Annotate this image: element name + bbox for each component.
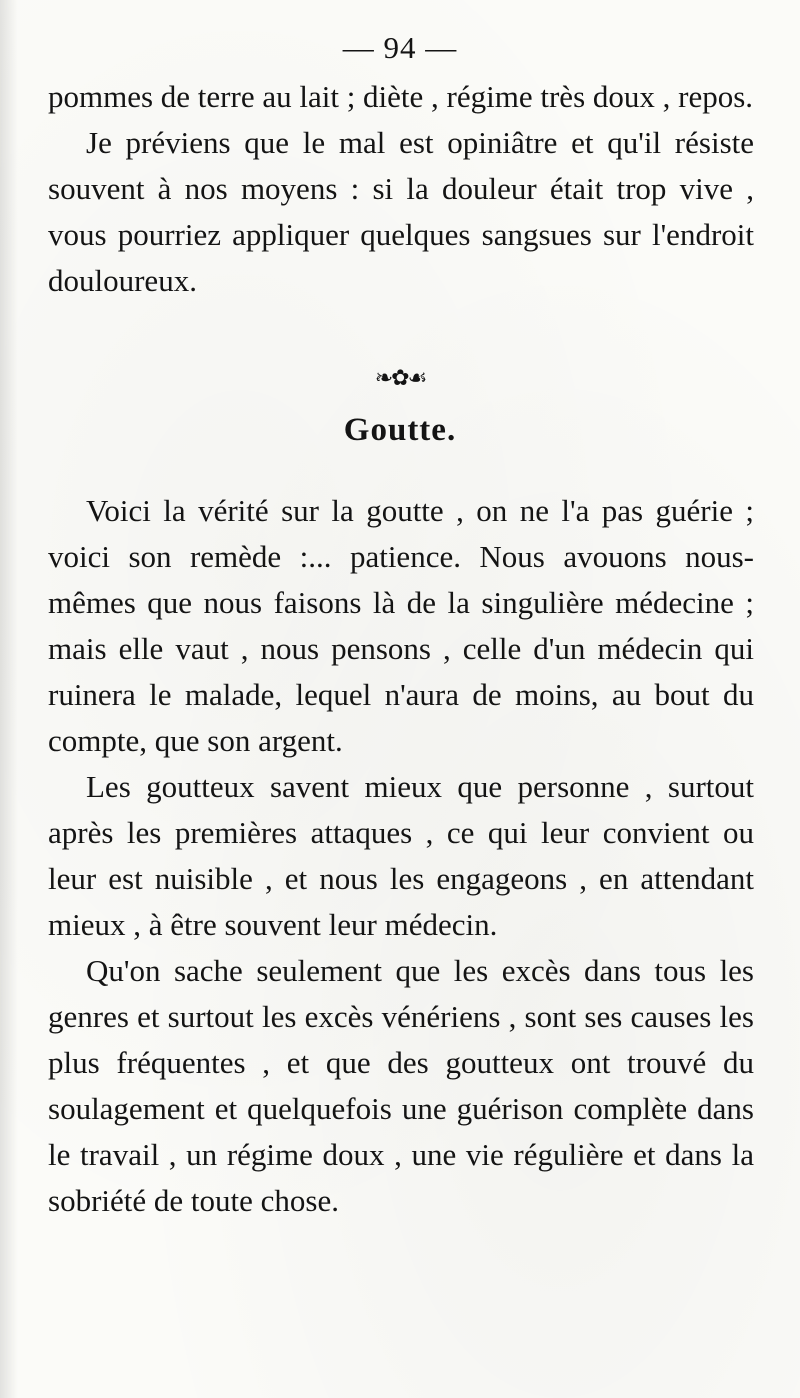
page-number: — 94 — <box>342 30 458 65</box>
section-title: Goutte. <box>343 412 457 448</box>
paragraph-warning: Je préviens que le mal est opiniâtre et qu'il résiste souvent à nos moyens : si la douleur était trop vive , vous pourriez appliquer quelques sangsues sur l'endroit douloureux. <box>48 125 754 298</box>
goutte-text-block <box>48 488 754 1224</box>
top-text-block <box>48 74 754 304</box>
ornament-divider: ❧✿☙ <box>374 366 426 391</box>
paragraph-goutteux: Les goutteux savent mieux que personne , surtout après les premières attaques , ce qui leur convient ou leur est nuisible , et nous les engageons , en attendant mieux , à être souvent leur médecin. <box>48 769 754 942</box>
paragraph-causes: Qu'on sache seulement que les excès dans tous les genres et surtout les excès vénériens , sont ses causes les plus fréquentes , et que des goutteux ont trouvé du soulagement et quelquefois une guérison complète dans le travail , un régime doux , une vie régulière et dans la sobriété de toute chose. <box>48 953 754 1218</box>
paragraph-goutte-intro: Voici la vérité sur la goutte , on ne l'a pas guérie ; voici son remède :... patience. Nous avouons nous-mêmes que nous faisons là de la singulière médecine ; mais elle vaut , nous pensons , celle d'un médecin qui ruinera le malade, lequel n'aura de moins, au bout du compte, que son argent. <box>48 493 754 758</box>
page-gutter-shadow <box>0 0 18 1398</box>
paragraph-continuation: pommes de terre au lait ; diète , régime très doux , repos. <box>48 79 754 114</box>
